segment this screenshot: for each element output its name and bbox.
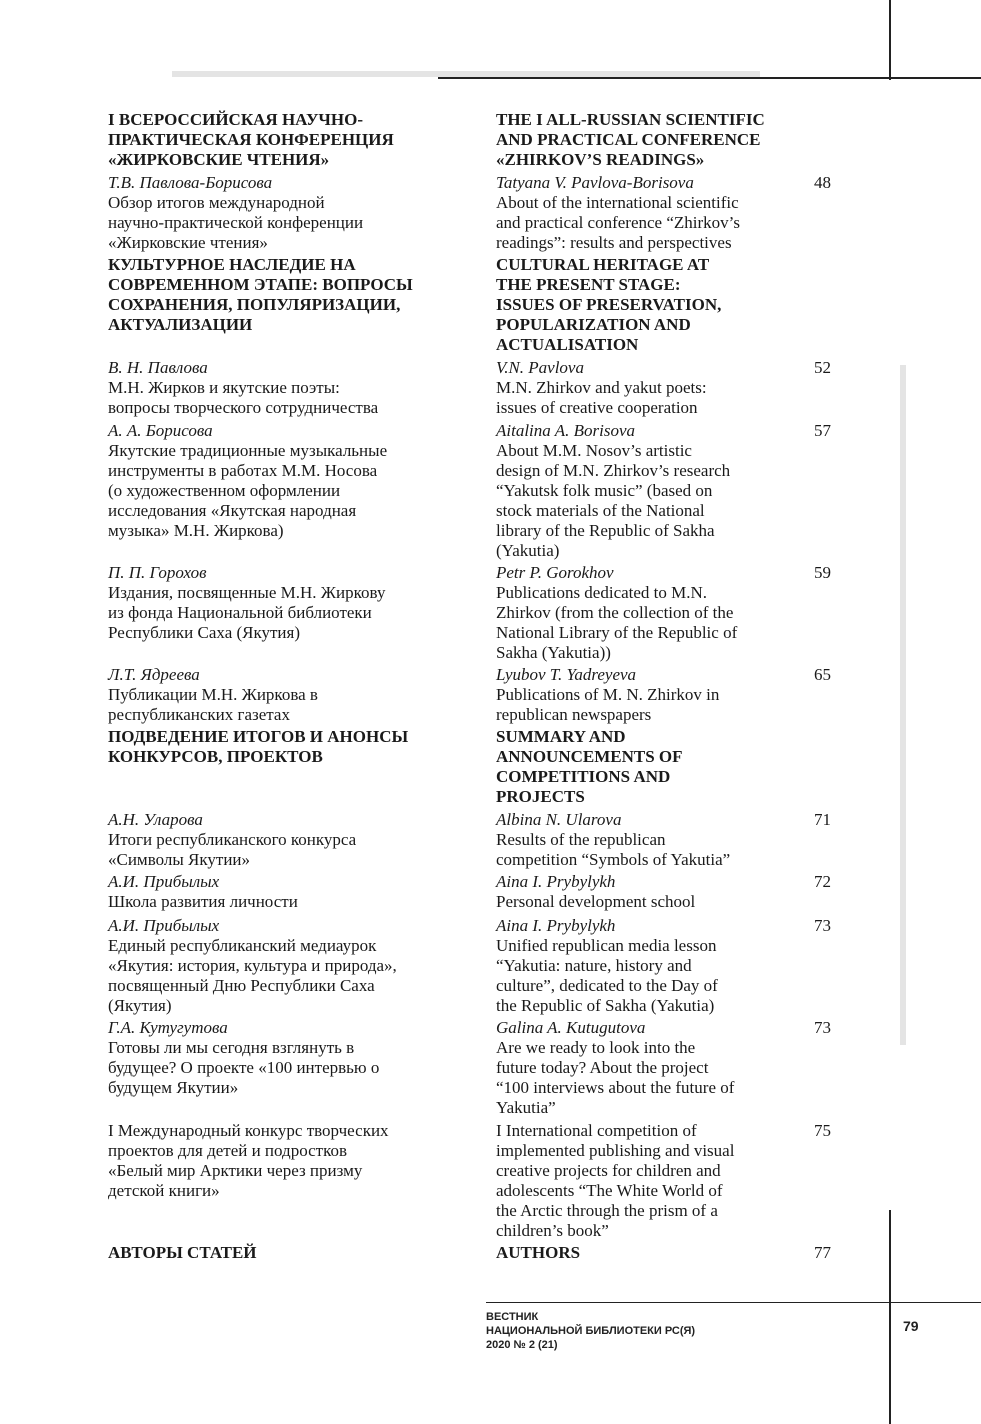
entry-author-en: Petr P. Gorokhov xyxy=(496,563,614,582)
section-heading-ru: ПОДВЕДЕНИЕ ИТОГОВ И АНОНСЫ КОНКУРСОВ, ПРОЕКТОВ xyxy=(108,727,409,766)
toc-entry-en xyxy=(496,872,796,912)
toc-entry-ru xyxy=(108,872,468,912)
entry-author-ru: Л.Т. Ядреева xyxy=(108,665,200,684)
toc-entry-ru xyxy=(108,1121,468,1201)
entry-title-ru: Готовы ли мы сегодня взглянуть в будущее? О проекте «100 интервью о будущем Якутии» xyxy=(108,1038,380,1097)
right-vertical-rule-bottom xyxy=(889,1210,891,1424)
entry-title-ru: Якутские традиционные музыкальные инструменты в работах М.М. Носова (о художественном оформлении исследования «Якутская народная музыка» М.Н. Жиркова) xyxy=(108,441,388,540)
page-number: 79 xyxy=(903,1318,919,1334)
journal-footer xyxy=(486,1310,695,1352)
entry-page-number: 57 xyxy=(814,421,831,440)
entry-title-ru: I Международный конкурс творческих проектов для детей и подростков «Белый мир Арктики через призму детской книги» xyxy=(108,1121,389,1200)
toc-entry-ru xyxy=(108,421,468,541)
entry-page-number: 52 xyxy=(814,358,831,377)
toc-entry-en xyxy=(496,421,796,561)
entry-title-en: Results of the republican competition “Symbols of Yakutia” xyxy=(496,830,731,869)
footer-rule xyxy=(486,1302,981,1303)
entry-title-en: About M.M. Nosov’s artistic design of M.N. Zhirkov’s research “Yakutsk folk music” (based on stock materials of the National library of the Republic of Sakha (Yakutia) xyxy=(496,441,731,560)
entry-author-en: Lyubov T. Yadreyeva xyxy=(496,665,637,684)
section-heading-ru: АВТОРЫ СТАТЕЙ xyxy=(108,1243,257,1262)
entry-title-en: Publications dedicated to M.N. Zhirkov (from the collection of the National Library of the Republic of Sakha (Yakutia)) xyxy=(496,583,738,662)
entry-author-ru: В. Н. Павлова xyxy=(108,358,208,377)
entry-title-ru: Издания, посвященные М.Н. Жиркову из фонда Национальной библиотеки Республики Саха (Якутия) xyxy=(108,583,386,642)
top-header-rule xyxy=(438,77,981,79)
toc-entry-ru xyxy=(108,358,468,418)
entry-title-en: Are we ready to look into the future today? About the project “100 interviews about the future of Yakutia” xyxy=(496,1038,735,1117)
footer-issue: 2020 № 2 (21) xyxy=(486,1339,558,1351)
entry-title-en: About of the international scientific and practical conference “Zhirkov’s readings”: results and perspectives xyxy=(496,193,741,252)
toc-entry-en xyxy=(496,665,796,725)
entry-title-en: Publications of M. N. Zhirkov in republican newspapers xyxy=(496,685,720,724)
section-heading-ru: I ВСЕРОССИЙСКАЯ НАУЧНО- ПРАКТИЧЕСКАЯ КОНФЕРЕНЦИЯ «ЖИРКОВСКИЕ ЧТЕНИЯ» xyxy=(108,110,394,169)
section-heading-ru: КУЛЬТУРНОЕ НАСЛЕДИЕ НА СОВРЕМЕННОМ ЭТАПЕ: ВОПРОСЫ СОХРАНЕНИЯ, ПОПУЛЯРИЗАЦИИ, АКТУАЛИЗАЦИИ xyxy=(108,255,413,334)
entry-title-en: Unified republican media lesson “Yakutia: nature, history and culture”, dedicated to the Day of the Republic of Sakha (Yakutia) xyxy=(496,936,718,1015)
right-vertical-rule-top xyxy=(889,0,891,80)
toc-entry-en xyxy=(496,563,796,663)
toc-entry-en xyxy=(496,810,796,870)
toc-entry-en xyxy=(496,916,796,1016)
entry-title-ru: М.Н. Жирков и якутские поэты: вопросы творческого сотрудничества xyxy=(108,378,379,417)
entry-page-number: 48 xyxy=(814,173,831,192)
footer-library: НАЦИОНАЛЬНОЙ БИБЛИОТЕКИ РС(Я) xyxy=(486,1325,696,1337)
section-heading-en: SUMMARY AND ANNOUNCEMENTS OF COMPETITIONS AND PROJECTS xyxy=(496,727,683,806)
entry-page-number: 59 xyxy=(814,563,831,582)
entry-title-ru: Школа развития личности xyxy=(108,892,298,911)
section-heading-en: AUTHORS xyxy=(496,1243,581,1262)
entry-page-number: 71 xyxy=(814,810,831,829)
toc-entry-ru xyxy=(108,916,468,1016)
entry-page-number: 73 xyxy=(814,916,831,935)
section-heading-en: THE I ALL-RUSSIAN SCIENTIFIC AND PRACTICAL CONFERENCE «ZHIRKOV’S READINGS» xyxy=(496,110,765,169)
entry-author-en: Aina I. Prybylykh xyxy=(496,916,616,935)
entry-title-ru: Публикации М.Н. Жиркова в республиканских газетах xyxy=(108,685,318,724)
entry-title-ru: Единый республиканский медиаурок «Якутия: история, культура и природа», посвященный Дню Республики Саха (Якутия) xyxy=(108,936,397,1015)
entry-page-number: 72 xyxy=(814,872,831,891)
entry-page-number: 73 xyxy=(814,1018,831,1037)
toc-entry-ru xyxy=(108,1018,468,1098)
entry-author-ru: А. А. Борисова xyxy=(108,421,213,440)
toc-entry-ru xyxy=(108,665,468,725)
toc-entry-en xyxy=(496,1121,796,1241)
entry-author-en: V.N. Pavlova xyxy=(496,358,584,377)
entry-author-ru: А.И. Прибылых xyxy=(108,872,220,891)
entry-author-ru: А.Н. Уларова xyxy=(108,810,203,829)
entry-author-en: Aina I. Prybylykh xyxy=(496,872,616,891)
right-grey-side-bar xyxy=(900,365,906,1045)
entry-author-ru: Т.В. Павлова-Борисова xyxy=(108,173,273,192)
toc-entry-en xyxy=(496,173,796,253)
section-heading-en: CULTURAL HERITAGE AT THE PRESENT STAGE: ISSUES OF PRESERVATION, POPULARIZATION AND ACTUALISATION xyxy=(496,255,722,354)
entry-title-en: Personal development school xyxy=(496,892,696,911)
entry-title-ru: Обзор итогов международной научно-практической конференции «Жирковские чтения» xyxy=(108,193,364,252)
entry-author-ru: Г.А. Кутугутова xyxy=(108,1018,228,1037)
toc-entry-en xyxy=(496,358,796,418)
entry-title-en: M.N. Zhirkov and yakut poets: issues of creative cooperation xyxy=(496,378,707,417)
entry-author-en: Aitalina A. Borisova xyxy=(496,421,635,440)
toc-entry-ru xyxy=(108,563,468,643)
entry-page-number: 65 xyxy=(814,665,831,684)
entry-page-number: 77 xyxy=(814,1243,831,1262)
entry-page-number: 75 xyxy=(814,1121,831,1140)
entry-author-ru: П. П. Горохов xyxy=(108,563,207,582)
footer-journal: ВЕСТНИК xyxy=(486,1311,539,1323)
entry-title-en: I International competition of implemented publishing and visual creative projects for children and adolescents “The White World of the Arctic through the prism of a children’s book” xyxy=(496,1121,735,1240)
entry-author-en: Galina A. Kutugutova xyxy=(496,1018,646,1037)
toc-entry-en xyxy=(496,1018,796,1118)
toc-entry-ru xyxy=(108,173,468,253)
entry-title-ru: Итоги республиканского конкурса «Символы Якутии» xyxy=(108,830,357,869)
entry-author-en: Albina N. Ularova xyxy=(496,810,622,829)
entry-author-en: Tatyana V. Pavlova-Borisova xyxy=(496,173,694,192)
entry-author-ru: А.И. Прибылых xyxy=(108,916,220,935)
toc-entry-ru xyxy=(108,810,468,870)
